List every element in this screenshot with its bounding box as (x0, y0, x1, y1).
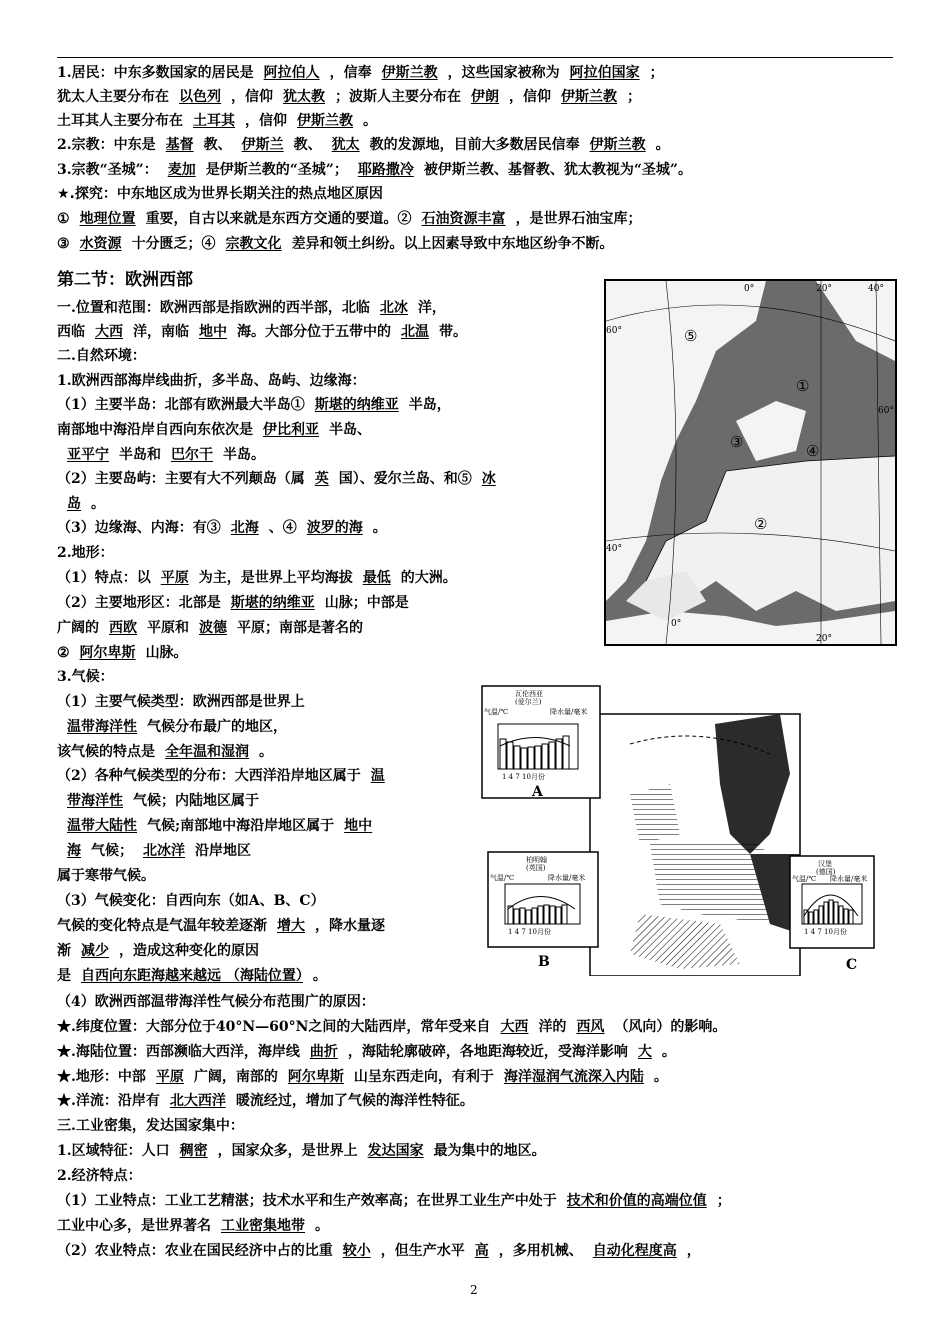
marker-4: ④ (806, 442, 820, 460)
line-text: 平原和 (147, 620, 189, 636)
line-text: 沿岸地区 (195, 843, 251, 859)
section_lines-line (57, 420, 371, 440)
line-text: ② (57, 645, 70, 661)
section_lines-line (57, 371, 366, 391)
answer-blank: 温带海洋性 (67, 719, 137, 735)
line-text: 渐 (57, 943, 71, 959)
section_lines-line (57, 1017, 726, 1037)
answer-blank: 冰 (481, 471, 496, 487)
answer-blank: 耶路撒冷 (357, 162, 414, 178)
lat-label: 60° (878, 406, 894, 416)
line-text: 广阔，南部的 (193, 1069, 278, 1085)
answer-blank: 石油资源丰富 (421, 211, 506, 227)
answer-blank: 伊斯兰教 (561, 89, 617, 105)
section_lines-line (57, 322, 467, 342)
answer-blank: 地中 (344, 818, 373, 834)
answer-blank: 伊斯兰教 (381, 65, 438, 81)
line-text: 最为集中的地区。 (433, 1143, 546, 1159)
section_lines-line (57, 1042, 676, 1062)
section_lines-line (57, 966, 327, 986)
line-text: 山脉；中部是 (324, 595, 409, 611)
lines-line (57, 135, 670, 155)
line-text: 气候； (91, 843, 133, 859)
line-text: 。 (655, 137, 670, 153)
answer-blank: 最低 (362, 570, 391, 586)
line-text: 。 (372, 520, 387, 536)
answer-blank: 增大 (277, 918, 305, 934)
line-text: 洋的 (538, 1019, 567, 1035)
answer-blank: 平原 (155, 1069, 184, 1085)
line-text: 十分匮乏；④ (131, 236, 216, 252)
marker-1: ① (796, 377, 810, 395)
climate-map (480, 684, 876, 976)
answer-blank: 高 (474, 1243, 489, 1259)
line-text: 。 (91, 496, 105, 512)
line-text: 2.地形： (57, 545, 114, 561)
answer-blank: 岛 (67, 496, 81, 512)
line-text: 山呈东西走向，有利于 (353, 1069, 494, 1085)
lon-label: 20° (816, 634, 832, 644)
line-text: （1）工业特点：工业工艺精湛；技术水平和生产效率高；在世界工业生产中处于 (57, 1193, 557, 1209)
line-text: ， (686, 1243, 701, 1259)
answer-blank: 发达国家 (367, 1143, 424, 1159)
section_lines-line (57, 1141, 546, 1161)
marker-2: ② (754, 515, 768, 533)
line-text: 的大洲。 (400, 570, 457, 586)
europe-map-svg (606, 281, 895, 644)
answer-blank: 大 (637, 1044, 652, 1060)
answer-blank: 自西向东距海越来越远 （海陆位置） (81, 968, 303, 984)
line-text: 一.位置和范围：欧洲西部是指欧洲的西半部，北临 (57, 300, 370, 316)
line-text: 是 (57, 968, 71, 984)
line-text: ； (649, 65, 664, 81)
lines-line (57, 111, 377, 131)
answer-blank: 阿拉伯人 (263, 65, 320, 81)
line-text: ，国家众多，是世界上 (217, 1143, 358, 1159)
answer-blank: 以色列 (179, 89, 221, 105)
line-text: 工业中心多，是世界著名 (57, 1218, 211, 1234)
line-text: （2）主要地形区：北部是 (57, 595, 221, 611)
section_lines-line (57, 298, 446, 318)
section_lines-line (57, 816, 382, 836)
europe-map (604, 279, 897, 646)
chart-a-title: 瓦伦西亚 (515, 690, 543, 698)
answer-blank: 西风 (576, 1019, 605, 1035)
line-text: 1.欧洲西部海岸线曲折，多半岛、岛屿、边缘海： (57, 373, 366, 389)
chart-b-label: B (538, 954, 550, 970)
answer-blank: 阿尔卑斯 (287, 1069, 344, 1085)
line-text: ，是世界石油宝库； (515, 211, 642, 227)
line-text: 带。 (439, 324, 467, 340)
section_lines-line (57, 941, 259, 961)
line-text: 半岛， (408, 397, 451, 413)
axis-temp-b: 气温/℃ (490, 874, 515, 882)
answer-blank: 亚平宁 (67, 447, 109, 463)
line-text: （3）气候变化：自西向东（如A、B、C） (57, 893, 325, 909)
answer-blank: 带海洋性 (67, 793, 123, 809)
line-text: 三.工业密集，发达国家集中： (57, 1118, 244, 1134)
line-text: （1）特点：以 (57, 570, 151, 586)
months-a: 1 4 7 10月份 (502, 773, 545, 781)
line-text: ，信奉 (329, 65, 372, 81)
section_lines-line (57, 469, 506, 489)
line-text: 土耳其人主要分布在 (57, 113, 183, 129)
section_lines-line (57, 1091, 474, 1111)
line-text: （2）各种气候类型的分布：大西洋沿岸地区属于 (57, 768, 361, 784)
line-text: 气候分布最广的地区， (147, 719, 287, 735)
line-text: 是伊斯兰教的“圣城”； (205, 162, 348, 178)
line-text: 为主，是世界上平均海拔 (198, 570, 353, 586)
section_lines-line (57, 543, 114, 563)
section_lines-line (57, 494, 105, 514)
line-text: 海。大部分位于五带中的 (237, 324, 391, 340)
line-text: ；波斯人主要分布在 (335, 89, 461, 105)
line-text: 暖流经过，增加了气候的海洋性特征。 (235, 1093, 474, 1109)
answer-blank: 温 (370, 768, 385, 784)
section_lines-line (57, 717, 287, 737)
section_lines-line (57, 568, 457, 588)
line-text: 教、 (293, 137, 322, 153)
answer-blank: 阿拉伯国家 (569, 65, 640, 81)
section_lines-line (57, 692, 305, 712)
line-text: ，这些国家被称为 (447, 65, 560, 81)
answer-blank: 水资源 (79, 236, 122, 252)
chart-c-label: C (846, 957, 858, 973)
line-text: 2.经济特点： (57, 1168, 142, 1184)
line-text: ，降水量逐 (315, 918, 385, 934)
section_lines-line (57, 1241, 701, 1261)
answer-blank: 伊斯兰教 (589, 137, 646, 153)
line-text: （风向）的影响。 (614, 1019, 727, 1035)
section_lines-line (57, 518, 387, 538)
climate-map-svg (480, 684, 876, 976)
line-text: 西临 (57, 324, 85, 340)
lon-label: 0° (671, 619, 682, 629)
line-text: （1）主要气候类型：欧洲西部是世界上 (57, 694, 305, 710)
section_lines-line (57, 992, 375, 1012)
line-text: 1.居民：中东多数国家的居民是 (57, 65, 254, 81)
section_lines-line (57, 395, 451, 415)
answer-blank: 工业密集地带 (221, 1218, 305, 1234)
answer-blank: 减少 (81, 943, 109, 959)
section_lines-line (57, 891, 325, 911)
answer-blank: 北冰 (379, 300, 408, 316)
line-text: 3.宗教“圣城”： (57, 162, 158, 178)
line-text: 属于寒带气候。 (57, 868, 155, 884)
section-title: 第二节：欧洲西部 (57, 270, 193, 290)
chart-a-subtitle: (爱尔兰) (515, 698, 542, 706)
lon-label: 20° (816, 284, 832, 294)
answer-blank: 伊斯兰 (241, 137, 284, 153)
marker-3: ③ (730, 433, 744, 451)
months-b: 1 4 7 10月份 (508, 928, 551, 936)
answer-blank: 稠密 (179, 1143, 208, 1159)
axis-temp-a: 气温/℃ (484, 708, 509, 716)
line-text: 二.自然环境： (57, 348, 146, 364)
line-text: （4）欧洲西部温带海洋性气候分布范围广的原因： (57, 994, 375, 1010)
answer-blank: 伊比利亚 (263, 422, 319, 438)
section_lines-line (57, 346, 146, 366)
section_lines-line (57, 742, 273, 762)
line-text: 平原；南部是著名的 (237, 620, 363, 636)
line-text: 2.宗教：中东是 (57, 137, 156, 153)
answer-blank: 平原 (160, 570, 189, 586)
line-text: ； (716, 1193, 731, 1209)
line-text: 半岛和 (119, 447, 161, 463)
line-text: 重要，自古以来就是东西方交通的要道。② (145, 211, 412, 227)
lines-line (57, 209, 642, 229)
line-text: 气候；内陆地区属于 (133, 793, 259, 809)
line-text: 该气候的特点是 (57, 744, 155, 760)
answer-blank: 麦加 (167, 162, 196, 178)
axis-precip-b: 降水量/毫米 (548, 874, 586, 882)
line-text: 教的发源地，目前大多数居民信奉 (369, 137, 580, 153)
answer-blank: 北温 (401, 324, 429, 340)
line-text: ① (57, 211, 70, 227)
chart-b-subtitle: (英国) (526, 864, 546, 872)
answer-blank: 宗教文化 (225, 236, 282, 252)
line-text: 。 (653, 1069, 668, 1085)
line-text: ★.海陆位置：西部濒临大西洋，海岸线 (57, 1044, 300, 1060)
answer-blank: 温带大陆性 (67, 818, 137, 834)
line-text: ，信仰 (231, 89, 273, 105)
line-text: 。 (363, 113, 377, 129)
axis-precip-a: 降水量/毫米 (550, 708, 588, 716)
line-text: （2）主要岛屿：主要有大不列颠岛（属 (57, 471, 305, 487)
line-text: ★.地形：中部 (57, 1069, 146, 1085)
answer-blank: 北冰洋 (143, 843, 185, 859)
line-text: 。 (259, 744, 273, 760)
line-text: 被伊斯兰教、基督教、犹太教视为“圣城”。 (423, 162, 692, 178)
answer-blank: 斯堪的纳维亚 (314, 397, 399, 413)
line-text: 气候;南部地中海沿岸地区属于 (147, 818, 335, 834)
answer-blank: 海 (67, 843, 81, 859)
answer-blank: 波德 (199, 620, 227, 636)
line-text: ③ (57, 236, 70, 252)
line-text: ，信仰 (245, 113, 287, 129)
section_lines-line (57, 1067, 668, 1087)
line-text: 。 (312, 968, 327, 984)
line-text: ，多用机械、 (498, 1243, 583, 1259)
lines-line (57, 160, 692, 180)
marker-5: ⑤ (684, 327, 698, 345)
line-text: 差异和领土纠纷。以上因素导致中东地区纷争不断。 (291, 236, 614, 252)
answer-blank: 巴尔干 (171, 447, 213, 463)
lines-line (57, 63, 664, 83)
answer-blank: 北海 (230, 520, 259, 536)
line-text: 。 (315, 1218, 329, 1234)
line-text: ★.洋流：沿岸有 (57, 1093, 160, 1109)
line-text: 山脉。 (145, 645, 188, 661)
answer-blank: 基督 (165, 137, 194, 153)
answer-blank: 伊朗 (471, 89, 499, 105)
lat-label: 40° (606, 544, 622, 554)
months-c: 1 4 7 10月份 (804, 928, 847, 936)
line-text: 国）、爱尔兰岛、和⑤ (338, 471, 472, 487)
answer-blank: 曲折 (309, 1044, 338, 1060)
line-text: ，海陆轮廓破碎，各地距海较近，受海洋影响 (347, 1044, 628, 1060)
answer-blank: 较小 (342, 1243, 371, 1259)
lat-label: 60° (606, 326, 622, 336)
section_lines-line (57, 1191, 731, 1211)
answer-blank: 土耳其 (193, 113, 235, 129)
axis-temp-c: 气温/℃ (792, 875, 817, 883)
line-text: 教、 (203, 137, 232, 153)
line-text: ★.纬度位置：大部分位于40°N—60°N之间的大陆西岸，常年受来自 (57, 1019, 491, 1035)
line-text: ★.探究：中东地区成为世界长期关注的热点地区原因 (57, 186, 383, 202)
answer-blank: 技术和价值的高端位值 (566, 1193, 707, 1209)
line-text: ，但生产水平 (380, 1243, 465, 1259)
section_lines-line (57, 1116, 244, 1136)
line-text: 洋， (417, 300, 446, 316)
answer-blank: 波罗的海 (306, 520, 363, 536)
section_lines-line (57, 643, 188, 663)
line-text: （1）主要半岛：北部有欧洲最大半岛① (57, 397, 305, 413)
section_lines-line (57, 1166, 142, 1186)
answer-blank: 阿尔卑斯 (79, 645, 136, 661)
answer-blank: 海洋湿润气流深入内陆 (503, 1069, 644, 1085)
line-text: （2）农业特点：农业在国民经济中占的比重 (57, 1243, 333, 1259)
line-text: 广阔的 (57, 620, 99, 636)
chart-a-label: A (532, 784, 543, 800)
line-text: 洋，南临 (133, 324, 189, 340)
section_lines-line (57, 445, 265, 465)
section_lines-line (57, 916, 385, 936)
line-text: ； (627, 89, 641, 105)
axis-precip-c: 降水量/毫米 (830, 875, 868, 883)
line-text: 、④ (268, 520, 297, 536)
section_lines-line (57, 766, 395, 786)
chart-c-title: 汉堡 (818, 860, 832, 868)
answer-blank: 西欧 (109, 620, 137, 636)
answer-blank: 自动化程度高 (592, 1243, 677, 1259)
section_lines-line (57, 1216, 329, 1236)
top-rule (57, 57, 893, 58)
line-text: ，信仰 (509, 89, 551, 105)
lines-line (57, 234, 614, 254)
section_lines-line (57, 866, 155, 886)
section_lines-line (57, 791, 259, 811)
answer-blank: 地中 (199, 324, 227, 340)
page-number: 2 (470, 1283, 478, 1297)
chart-b-title: 柏明翰 (526, 856, 547, 864)
section_lines-line (57, 667, 114, 687)
line-text: 半岛。 (223, 447, 265, 463)
line-text: （3）边缘海、内海：有③ (57, 520, 221, 536)
lines-line (57, 87, 641, 107)
line-text: ，造成这种变化的原因 (119, 943, 259, 959)
lon-label: 0° (744, 284, 755, 294)
answer-blank: 犹太教 (283, 89, 325, 105)
line-text: 犹太人主要分布在 (57, 89, 169, 105)
chart-c-subtitle: (德国) (816, 868, 836, 876)
answer-blank: 全年温和湿润 (165, 744, 249, 760)
line-text: 气候的变化特点是气温年较差逐渐 (57, 918, 267, 934)
line-text: 。 (661, 1044, 676, 1060)
section_lines-line (57, 841, 251, 861)
line-text: 3.气候： (57, 669, 114, 685)
answer-blank: 北大西洋 (169, 1093, 226, 1109)
lines-line (57, 184, 383, 204)
answer-blank: 斯堪的纳维亚 (230, 595, 315, 611)
answer-blank: 大西 (500, 1019, 529, 1035)
answer-blank: 地理位置 (79, 211, 136, 227)
answer-blank: 伊斯兰教 (297, 113, 353, 129)
answer-blank: 大西 (95, 324, 123, 340)
lon-label: 40° (868, 284, 884, 294)
section_lines-line (57, 618, 363, 638)
line-text: 1.区域特征：人口 (57, 1143, 170, 1159)
answer-blank: 犹太 (331, 137, 360, 153)
section_lines-line (57, 593, 409, 613)
line-text: 南部地中海沿岸自西向东依次是 (57, 422, 253, 438)
answer-blank: 英 (314, 471, 329, 487)
line-text: 半岛、 (329, 422, 371, 438)
